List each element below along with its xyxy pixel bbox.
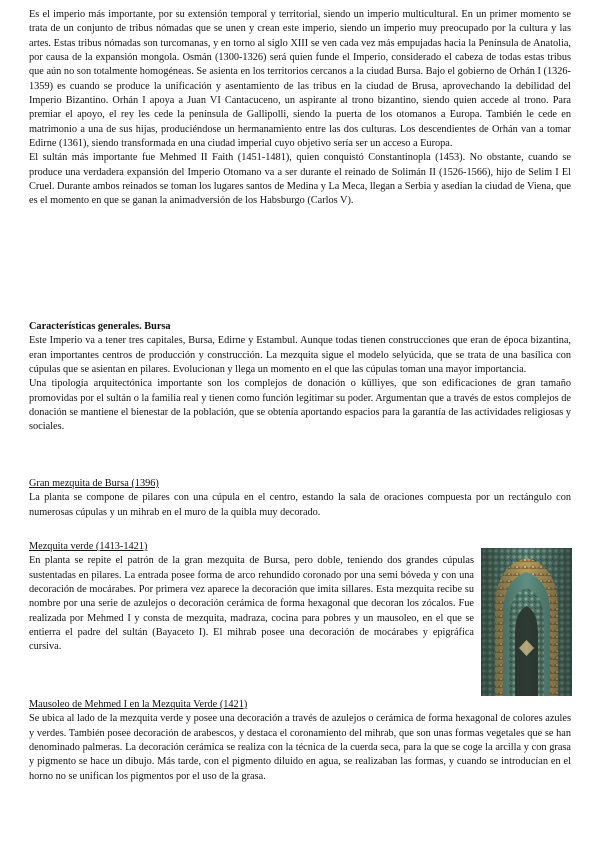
mihrab-photo-icon <box>481 548 572 696</box>
general-paragraph-1: Este Imperio va a tener tres capitales, Bursa, Edirne y Estambul. Aunque todas tienen construcciones que eran de época bizantina, eran importantes centros de producción y construcción. La mezquita sigue el modelo selyúcida, que se trata de una basílica con cúpulas que se asientan en pilares. Evolucionan y llega un momento en el que las cúpulas toman una mayor importancia. <box>29 335 571 376</box>
general-section <box>29 320 571 435</box>
mausoleo-section <box>29 698 571 784</box>
gran-mezquita-heading: Gran mezquita de Bursa (1396) <box>29 478 159 489</box>
gran-mezquita-paragraph: La planta se compone de pilares con una cúpula en el centro, estando la sala de oraciones compuesta por un rectángulo con numerosas cúpulas y un mihrab en el muro de la quibla muy decorado. <box>29 492 571 518</box>
intro-section <box>29 8 571 209</box>
mausoleo-paragraph: Se ubica al lado de la mezquita verde y posee una decoración a través de azulejos o cerámica de forma hexagonal de colores azules y verdes. También posee decoración de arabescos, y destaca el coronamiento del mihrab, que son unas formas vegetales que se han denominado palmeras. La decoración cerámica se realiza con la técnica de la cuerda seca, para la que se coge la arcilla y con grasa y pigmento se hace un dibujo. Más tarde, con el pigmento diluido en agua, se realizaban las formas, y cuando se introducían en el horno no se unifican los pigmentos por el uso de la grasa. <box>29 713 571 782</box>
general-heading: Características generales. Bursa <box>29 321 171 332</box>
mihrab-photo <box>481 548 572 696</box>
intro-paragraph-2: El sultán más importante fue Mehmed II Faith (1451-1481), quien conquistó Constantinopla (1453). No obstante, cuando se produce una verdadera expansión del Imperio Otomano va a ser durante el reinado de Solimán II (1526-1566), hijo de Selim I El Cruel. Durante ambos reinados se toman los lugares santos de Medina y La Meca, llegan a Serbia y asedian la ciudad de Viena, que es el momento en que se ganan la animadversión de los Habsburgo (Carlos V). <box>29 152 571 207</box>
mezquita-verde-heading: Mezquita verde (1413-1421) <box>29 541 148 552</box>
mezquita-verde-section <box>29 540 474 655</box>
general-paragraph-2: Una tipología arquitectónica importante son los complejos de donación o külliyes, que son edificaciones de gran tamaño promovidas por el sultán o la familia real y tienen como función legitimar su poder. Argumentan que a través de estos complejos de donación se mantiene el bienestar de la población, que se obtenía aportando espacios para la garantía de las actividades religiosas y sociales. <box>29 378 571 433</box>
mausoleo-heading: Mausoleo de Mehmed I en la Mezquita Verde (1421) <box>29 699 248 710</box>
gran-mezquita-section <box>29 477 571 520</box>
intro-paragraph-1: Es el imperio más importante, por su extensión temporal y territorial, siendo un imperio multicultural. En un primer momento se trata de un conjunto de tribus nómadas que se unen y crean este imperio, siendo un imperio muy preocupado por la cultura y las artes. Estas tribus nómadas son turcomanas, y en torno al siglo XIII se ven cada vez más empujadas hacia la Península de Anatolia, por causa de la expansión mongola. Osmán (1300-1326) será quien funde el Imperio, considerado el cabeza de todas estas tribus que aún no son totalmente homogéneas. Se asienta en los territorios cercanos a la ciudad Bursa. Bajo el gobierno de Orhán I (1326-1359) es cuando se produce la unificación y asentamiento de las tribus en la ciudad de Brusa, aprovechando la debilidad del Imperio Bizantino. Orhán I apoya a Juan VI Cantacuceno, un aspirante al trono bizantino, siendo quien accede al trono. Para premiar el apoyo, el rey les cede la península de Gallipolli, siendo la puerta de los otomanos a Europa. También le cede en matrimonio a una de sus hijas, produciéndose un hermanamiento entre las dos culturas. Los descendientes de Orhán van a tomar Edirne (1361), siendo transformada en una ciudad imperial cuyo objetivo sería ser un acceso a Europa. <box>29 9 571 150</box>
mezquita-verde-paragraph: En planta se repite el patrón de la gran mezquita de Bursa, pero doble, teniendo dos grandes cúpulas sustentadas en pilares. La entrada posee forma de arco rehundido coronado por una semi bóveda y con una decoración de mocárabes. Por primera vez aparece la decoración que imita sillares. Esta mezquita recibe su nombre por una serie de azulejos o decoración cerámica de forma hexagonal que decoran los zócalos. Fue realizada por Mehmed I y consta de mezquita, madraza, cocina para pobres y un mausoleo, en el que se entierra el padre del sultán (Bayaceto I). El mihrab posee una decoración de mocárabes y epigráfica cursiva. <box>29 555 474 653</box>
